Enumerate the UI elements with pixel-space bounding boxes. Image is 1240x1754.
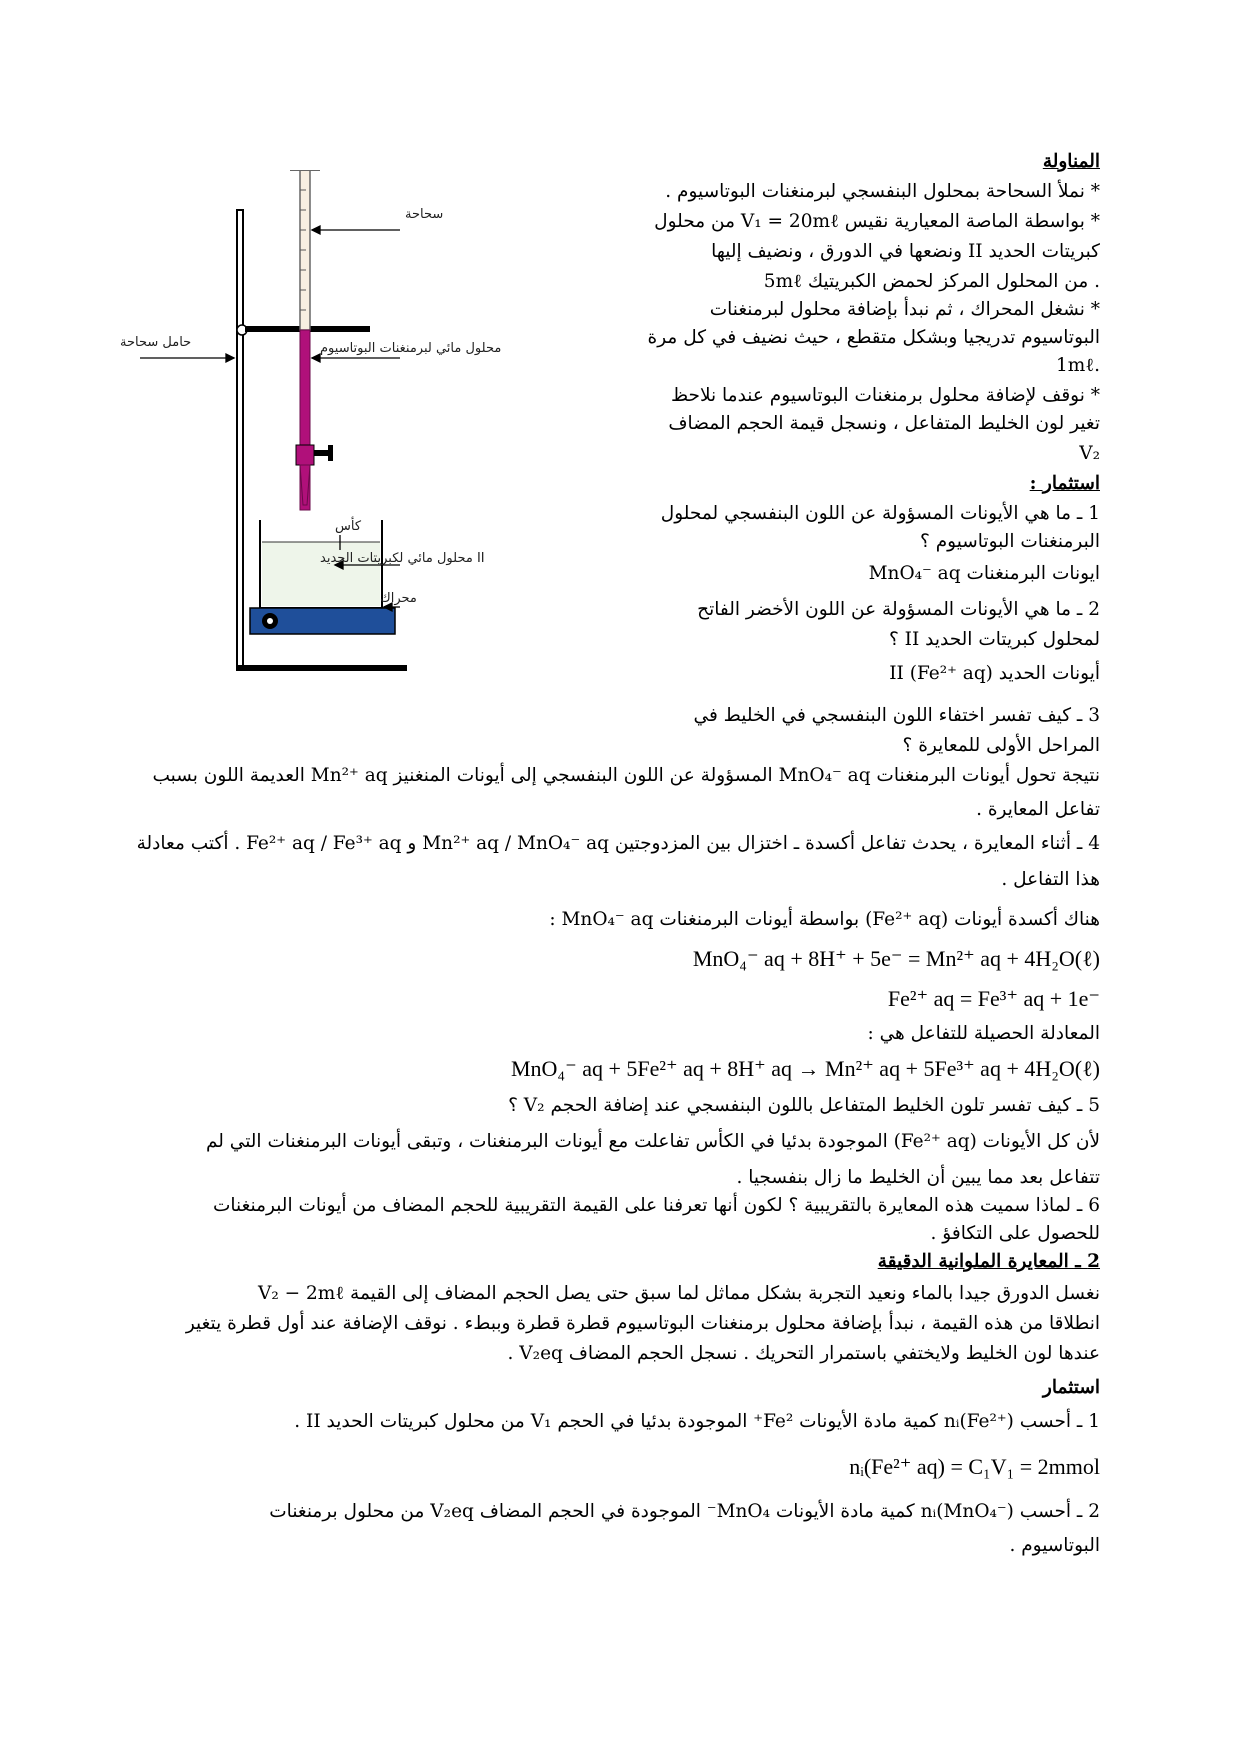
- label-burette: سحاحة: [405, 207, 444, 222]
- label-beaker: كأس: [335, 519, 362, 534]
- step-line: V₂: [1079, 443, 1100, 464]
- answer-4-intro: هناك أكسدة أيونات (Fe²⁺ aq) بواسطة أيونات البرمنغنات MnO₄⁻ aq :: [549, 909, 1100, 930]
- question-2-cont: لمحلول كبريتات الحديد II ؟: [888, 629, 1100, 650]
- step-line: * نشغل المحراك ، ثم نبدأ بإضافة محلول لبرمنغنات: [709, 299, 1100, 320]
- question-4: 4 ـ أثناء المعايرة ، يحدث تفاعل أكسدة ـ اختزال بين المزدوجتين Mn²⁺ aq / MnO₄⁻ aq و Fe²⁺ aq / Fe³⁺ aq . أكتب معادلة: [136, 833, 1100, 854]
- section-2-text: نغسل الدورق جيدا بالماء ونعيد التجربة بشكل مماثل لما سبق حتى يصل الحجم المضاف إلى القيمة V₂ − 2mℓ: [257, 1283, 1100, 1304]
- step-line: * نملأ السحاحة بمحلول البنفسجي لبرمنغنات البوتاسيوم .: [665, 181, 1100, 202]
- step-line: * بواسطة الماصة المعيارية نقيس V₁ = 20mℓ من محلول: [654, 211, 1100, 232]
- exploitation-title: استثمار :: [1029, 473, 1100, 494]
- label-iron-solution: محلول مائي لكبريتات الحديد II: [320, 551, 485, 566]
- question-2: 2 ـ ما هي الأيونات المسؤولة عن اللون الأخضر الفاتح: [697, 599, 1100, 620]
- section-manipulation-title: المناولة: [1042, 151, 1100, 172]
- equation-half-oxidation: Fe²⁺ aq = Fe³⁺ aq + 1e⁻: [887, 986, 1100, 1011]
- answer-2: أيونات الحديد II (Fe²⁺ aq): [889, 663, 1100, 684]
- answer-5-cont: تتفاعل بعد مما يبين أن الخليط ما زال بنفسجيا .: [736, 1167, 1100, 1188]
- section-2-title: 2 ـ المعايرة الملوانية الدقيقة: [877, 1251, 1100, 1272]
- step-line: 1mℓ.: [1055, 355, 1100, 376]
- equation-overall: MnO₄⁻ aq + 5Fe²⁺ aq + 8H⁺ aq → Mn²⁺ aq + 5Fe³⁺ aq + 4H₂O(ℓ): [510, 1056, 1100, 1081]
- stand-rod: [237, 210, 243, 670]
- exploitation-2-title: استثمار: [1042, 1377, 1100, 1398]
- question-3: 3 ـ كيف تفسر اختفاء اللون البنفسجي في الخليط في: [693, 705, 1100, 726]
- step-line: البوتاسيوم تدريجيا وبشكل متقطع ، حيث نضيف في كل مرة: [647, 327, 1100, 348]
- equation-half-reduction: MnO₄⁻ aq + 8H⁺ + 5e⁻ = Mn²⁺ aq + 4H₂O(ℓ): [692, 946, 1100, 971]
- question-8: 2 ـ أحسب nᵢ(MnO₄⁻) كمية مادة الأيونات MnO₄⁻ الموجودة في الحجم المضاف V₂eq من محلول برمنغنات: [269, 1501, 1100, 1522]
- answer-7-equation: nᵢ(Fe²⁺ aq) = C₁V₁ = 2mmol: [849, 1454, 1100, 1479]
- answer-3-cont: تفاعل المعايرة .: [976, 799, 1100, 820]
- question-6-cont: للحصول على التكافؤ .: [930, 1223, 1100, 1244]
- answer-1: ايونات البرمنغنات MnO₄⁻ aq: [868, 563, 1100, 584]
- step-line: كبريتات الحديد II ونضعها في الدورق ، ونضيف إليها: [711, 241, 1100, 262]
- question-1: 1 ـ ما هي الأيونات المسؤولة عن اللون البنفسجي لمحلول: [660, 503, 1100, 524]
- section-2-text: انطلاقا من هذه القيمة ، نبدأ بإضافة محلول برمنغنات البوتاسيوم قطرة قطرة وببطء . نوقف الإضافة عند أول قطرة يتغير: [185, 1313, 1100, 1334]
- label-stirrer: محراك: [380, 591, 417, 606]
- answer-3: نتيجة تحول أيونات البرمنغنات MnO₄⁻ aq المسؤولة عن اللون البنفسجي إلى أيونات المنغنيز Mn²⁺ aq العديمة اللون بسبب: [152, 765, 1100, 786]
- stand-base: [237, 665, 407, 671]
- step-line: تغير لون الخليط المتفاعل ، ونسجل قيمة الحجم المضاف: [668, 413, 1100, 434]
- question-3-cont: المراحل الأولى للمعايرة ؟: [902, 735, 1100, 756]
- section-2-text: عندها لون الخليط ولايختفي باستمرار التحريك . نسجل الحجم المضاف V₂eq .: [507, 1343, 1100, 1364]
- titration-figure: [120, 170, 620, 710]
- overall-equation-label: المعادلة الحصيلة للتفاعل هي :: [867, 1023, 1100, 1044]
- step-line: 5mℓ من المحلول المركز لحمض الكبريتيك .: [763, 271, 1100, 292]
- question-7: 1 ـ أحسب nᵢ(Fe²⁺) كمية مادة الأيونات Fe²⁺ الموجودة بدئيا في الحجم V₁ من محلول كبريتات الحديد II .: [294, 1411, 1100, 1432]
- question-4-cont: هذا التفاعل .: [1001, 869, 1100, 890]
- step-line: * نوقف لإضافة محلول برمنغنات البوتاسيوم عندما نلاحظ: [670, 385, 1100, 406]
- label-stand: حامل سحاحة: [120, 335, 192, 350]
- question-5: 5 ـ كيف تفسر تلون الخليط المتفاعل باللون البنفسجي عند إضافة الحجم V₂ ؟: [508, 1095, 1100, 1116]
- label-permanganate: محلول مائي لبرمنغنات البوتاسيوم: [320, 341, 502, 356]
- question-6: 6 ـ لماذا سميت هذه المعايرة بالتقريبية ؟ لكون أنها تعرفنا على القيمة التقريبية للحجم المضاف من أيونات البرمنغنات: [212, 1195, 1100, 1216]
- stopcock: [296, 445, 314, 465]
- question-8-cont: البوتاسيوم .: [1009, 1535, 1100, 1556]
- question-1-cont: البرمنغنات البوتاسيوم ؟: [920, 531, 1100, 552]
- answer-5: لأن كل الأيونات (Fe²⁺ aq) الموجودة بدئيا في الكأس تفاعلت مع أيونات البرمنغنات ، وتبقى أيونات البرمنغنات التي لم: [205, 1131, 1100, 1152]
